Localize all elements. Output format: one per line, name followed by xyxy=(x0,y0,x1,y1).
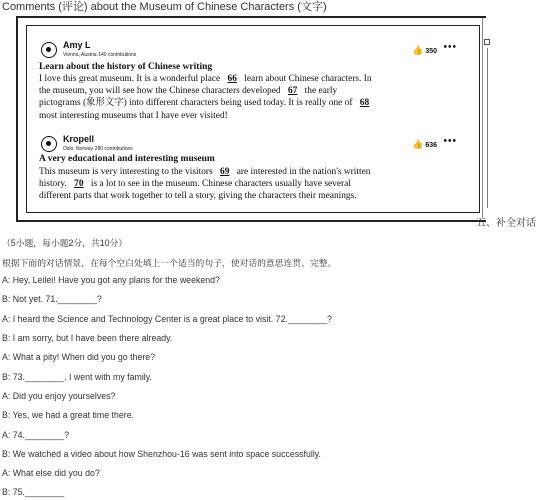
review-line: most interesting museums that I have ever visited! xyxy=(39,110,228,121)
dialogue-line: B: I am sorry, but I have been there already. xyxy=(2,333,173,343)
likes-value: 350 xyxy=(425,48,437,55)
more-options-icon: ••• xyxy=(443,42,457,53)
dialogue-line: A: 74.________? xyxy=(2,430,70,440)
blank-70: 70 xyxy=(74,179,84,190)
review-line: I love this great museum. It is a wonderful place 66 learn about Chinese characters. In xyxy=(39,74,372,84)
thumbs-up-icon: 👍 xyxy=(412,45,424,55)
review-body xyxy=(39,73,475,122)
review-line: This museum is very interesting to the visitors 69 are interested in the nation's written xyxy=(39,167,371,177)
dialogue-line: A: I heard the Science and Technology Center is a great place to visit. 72.________? xyxy=(2,314,332,324)
review-user-meta: Vienna, Austria·140 contributions xyxy=(63,52,137,58)
instruction: 根据下面的对话情景，在每个空白处填上一个适当的句子，使对话的意思连贯、完整。 xyxy=(2,258,337,268)
dialogue-line: A: Did you enjoy yourselves? xyxy=(2,391,116,401)
review-line: pictograms (象形文字) into different characters being used today. It is really one of 68 xyxy=(39,97,475,109)
dialogue-line: B: Not yet. 71.________? xyxy=(2,294,102,304)
likes-value: 636 xyxy=(425,142,437,149)
side-strip-bar xyxy=(487,48,488,208)
likes-count xyxy=(412,45,437,56)
review-line: different parts that work together to tell a story, giving the characters their meanings. xyxy=(39,191,357,202)
review-body xyxy=(39,166,475,203)
image-side-strip xyxy=(482,18,493,218)
review-title: Learn about the history of Chinese writing xyxy=(39,62,213,72)
dialogue-line: A: Hey, Leilei! Have you got any plans for the weekend? xyxy=(2,275,220,285)
section-title: 五、补全对话 xyxy=(476,218,536,229)
review-user-name: Amy L xyxy=(63,40,91,50)
dialogue-line: B: Yes, we had a great time there. xyxy=(2,410,135,420)
dialogue-line: A: What a pity! When did you go there? xyxy=(2,352,156,362)
blank-66: 66 xyxy=(227,74,237,84)
review-user-name: Kropell xyxy=(63,134,95,144)
blank-67: 67 xyxy=(287,86,298,97)
blank-69: 69 xyxy=(220,167,230,177)
review-line: the museum, you will see how the Chinese characters developed 67 the early xyxy=(39,86,338,97)
reviews-card xyxy=(26,25,480,213)
avatar xyxy=(41,136,57,152)
thumbs-up-icon: 👍 xyxy=(412,139,424,149)
review-user-meta: Oslo, Norway·280 contributions xyxy=(63,146,133,152)
scanned-reviews-image xyxy=(16,16,492,224)
dialogue-line: A: What else did you do? xyxy=(2,468,100,478)
avatar xyxy=(41,42,57,58)
more-options-icon: ••• xyxy=(443,136,457,147)
page-heading: Comments (评论) about the Museum of Chinese Characters (文字) xyxy=(2,1,327,13)
dialogue-line: B: 75.________ xyxy=(2,487,65,497)
score-note: （5小题，每小题2分，共10分） xyxy=(2,238,128,248)
dialogue-line: B: 73.________. I went with my family. xyxy=(2,372,152,382)
dialogue-line: B: We watched a video about how Shenzhou-16 was sent into space successfully. xyxy=(2,449,321,459)
side-strip-square xyxy=(484,39,490,45)
review-line: history. 70 is a lot to see in the museum. Chinese characters usually have several xyxy=(39,179,351,190)
blank-68: 68 xyxy=(359,98,370,109)
review-title: A very educational and interesting museum xyxy=(39,154,215,164)
likes-count xyxy=(412,139,437,150)
